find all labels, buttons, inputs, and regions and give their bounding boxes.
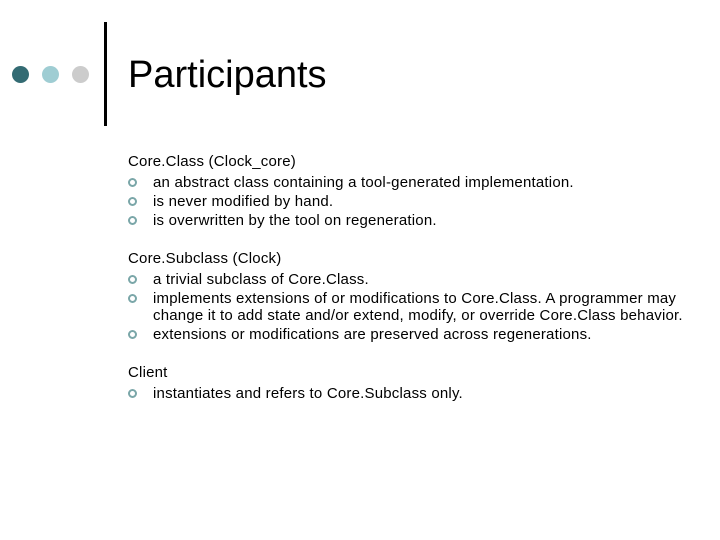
list-item-text: is never modified by hand.	[153, 193, 334, 210]
ring-bullet-icon	[128, 389, 137, 398]
bullet-list	[128, 174, 698, 229]
section-heading	[128, 152, 698, 172]
bullet-list	[128, 271, 698, 343]
ring-bullet-icon	[128, 294, 137, 303]
ring-bullet-icon	[128, 216, 137, 225]
list-item-text: instantiates and refers to Core.Subclass only.	[153, 385, 463, 402]
ring-bullet-icon	[128, 197, 137, 206]
section-detail: (Clock_core)	[204, 153, 296, 170]
ring-bullet-icon	[128, 275, 137, 284]
list-item	[128, 326, 698, 343]
list-item-text: extensions or modifications are preserved across regenerations.	[153, 326, 592, 343]
section-heading	[128, 363, 698, 383]
ring-bullet-icon	[128, 178, 137, 187]
ring-bullet-icon	[128, 330, 137, 339]
section-heading	[128, 249, 698, 269]
list-item	[128, 271, 698, 288]
section-detail: (Clock)	[228, 250, 282, 267]
section-core-subclass	[128, 249, 698, 343]
list-item	[128, 290, 698, 324]
slide-title: Participants	[128, 54, 327, 96]
list-item-text: a trivial subclass of Core.Class.	[153, 271, 369, 288]
section-name: Core.Class	[128, 153, 205, 170]
list-item-text: implements extensions of or modifications to Core.Class. A programmer may change it to add state and/or extend, modify, or override Core.Class behavior.	[153, 290, 683, 324]
list-item	[128, 174, 698, 191]
section-name: Client	[128, 364, 168, 381]
list-item	[128, 212, 698, 229]
bullet-list	[128, 385, 698, 402]
section-client	[128, 363, 698, 402]
list-item-text: an abstract class containing a tool-generated implementation.	[153, 174, 574, 191]
section-core-class	[128, 152, 698, 229]
section-name: Core.Subclass	[128, 250, 229, 267]
decor-dot-gray	[72, 66, 89, 83]
decor-dot-dark	[12, 66, 29, 83]
decor-dot-light	[42, 66, 59, 83]
list-item-text: is overwritten by the tool on regeneration.	[153, 212, 437, 229]
slide-content	[128, 152, 698, 422]
list-item	[128, 385, 698, 402]
title-divider	[104, 22, 107, 126]
list-item	[128, 193, 698, 210]
